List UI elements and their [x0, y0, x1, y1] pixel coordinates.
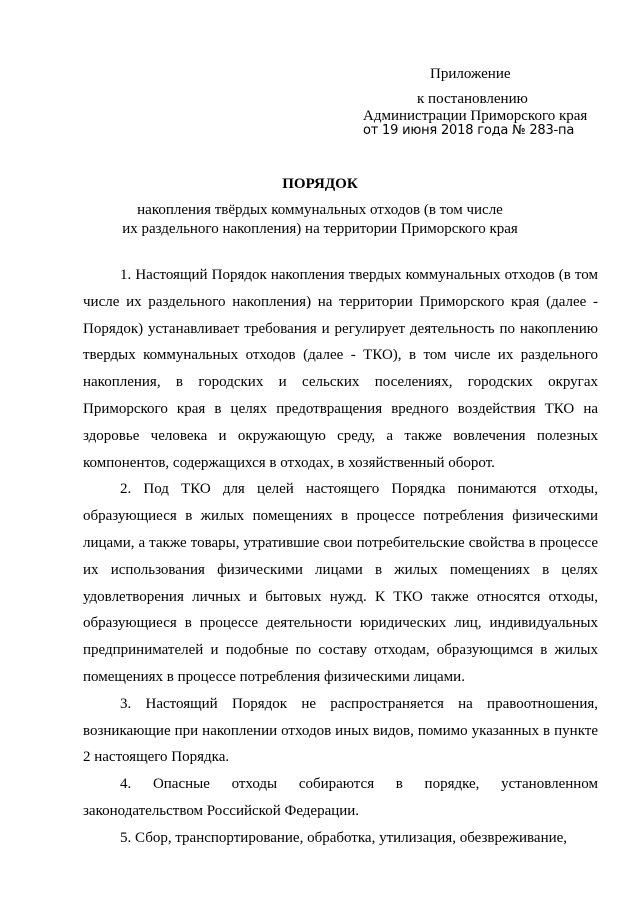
annex-date-number-stamp: от 19 июня 2018 года № 283-па — [363, 123, 575, 138]
paragraph-3: 3. Настоящий Порядок не распространяется на правоотношения, возникающие при накоплении отходов иных видов, помимо указанных в пункте 2 настоящего Порядка. — [83, 695, 598, 766]
paragraph-4: 4. Опасные отходы собираются в порядке, установленном законодательством Российской Федерации. — [83, 776, 598, 819]
paragraph-1: 1. Настоящий Порядок накопления твердых коммунальных отходов (в том числе их раздельного накопления) на территории Приморского края (далее - Порядок) устанавливает требования и регулирует деятельность по накоплению твердых коммунальных отходов (далее - ТКО), в том числе их раздельного накопления, в городских и сельских поселениях, городских округах Приморского края в целях предотвращения вредного воздействия ТКО на здоровье человека и окружающую среду, а также вовлечения полезных компонентов, содержащихся в отходах, в хозяйственный оборот. — [83, 267, 598, 471]
paragraph-2: 2. Под ТКО для целей настоящего Порядка понимаются отходы, образующиеся в жилых помещениях в процессе потребления физическими лицами, а также товары, утратившие свои потребительские свойства в процессе их использования физическими лицами в жилых помещениях в целях удовлетворения личных и бытовых нужд. К ТКО также относятся отходы, образующиеся в процессе деятельности юридических лиц, индивидуальных предпринимателей и подобные по составу отходам, образующимся в жилых помещениях в процессе потребления физическими лицами. — [83, 481, 598, 685]
document-body — [83, 262, 598, 852]
document-subtitle — [110, 201, 530, 239]
annex-resolution-line: к постановлению — [417, 91, 528, 107]
subtitle-line-1: накопления твёрдых коммунальных отходов (в том числе — [137, 202, 503, 218]
document-title: ПОРЯДОК — [282, 176, 358, 192]
annex-authority-line: Администрации Приморского края — [363, 108, 588, 124]
subtitle-line-2: их раздельного накопления) на территории Приморского края — [122, 221, 518, 237]
paragraph-5: 5. Сбор, транспортирование, обработка, утилизация, обезвреживание, — [120, 829, 568, 846]
annex-label: Приложение — [430, 66, 511, 82]
